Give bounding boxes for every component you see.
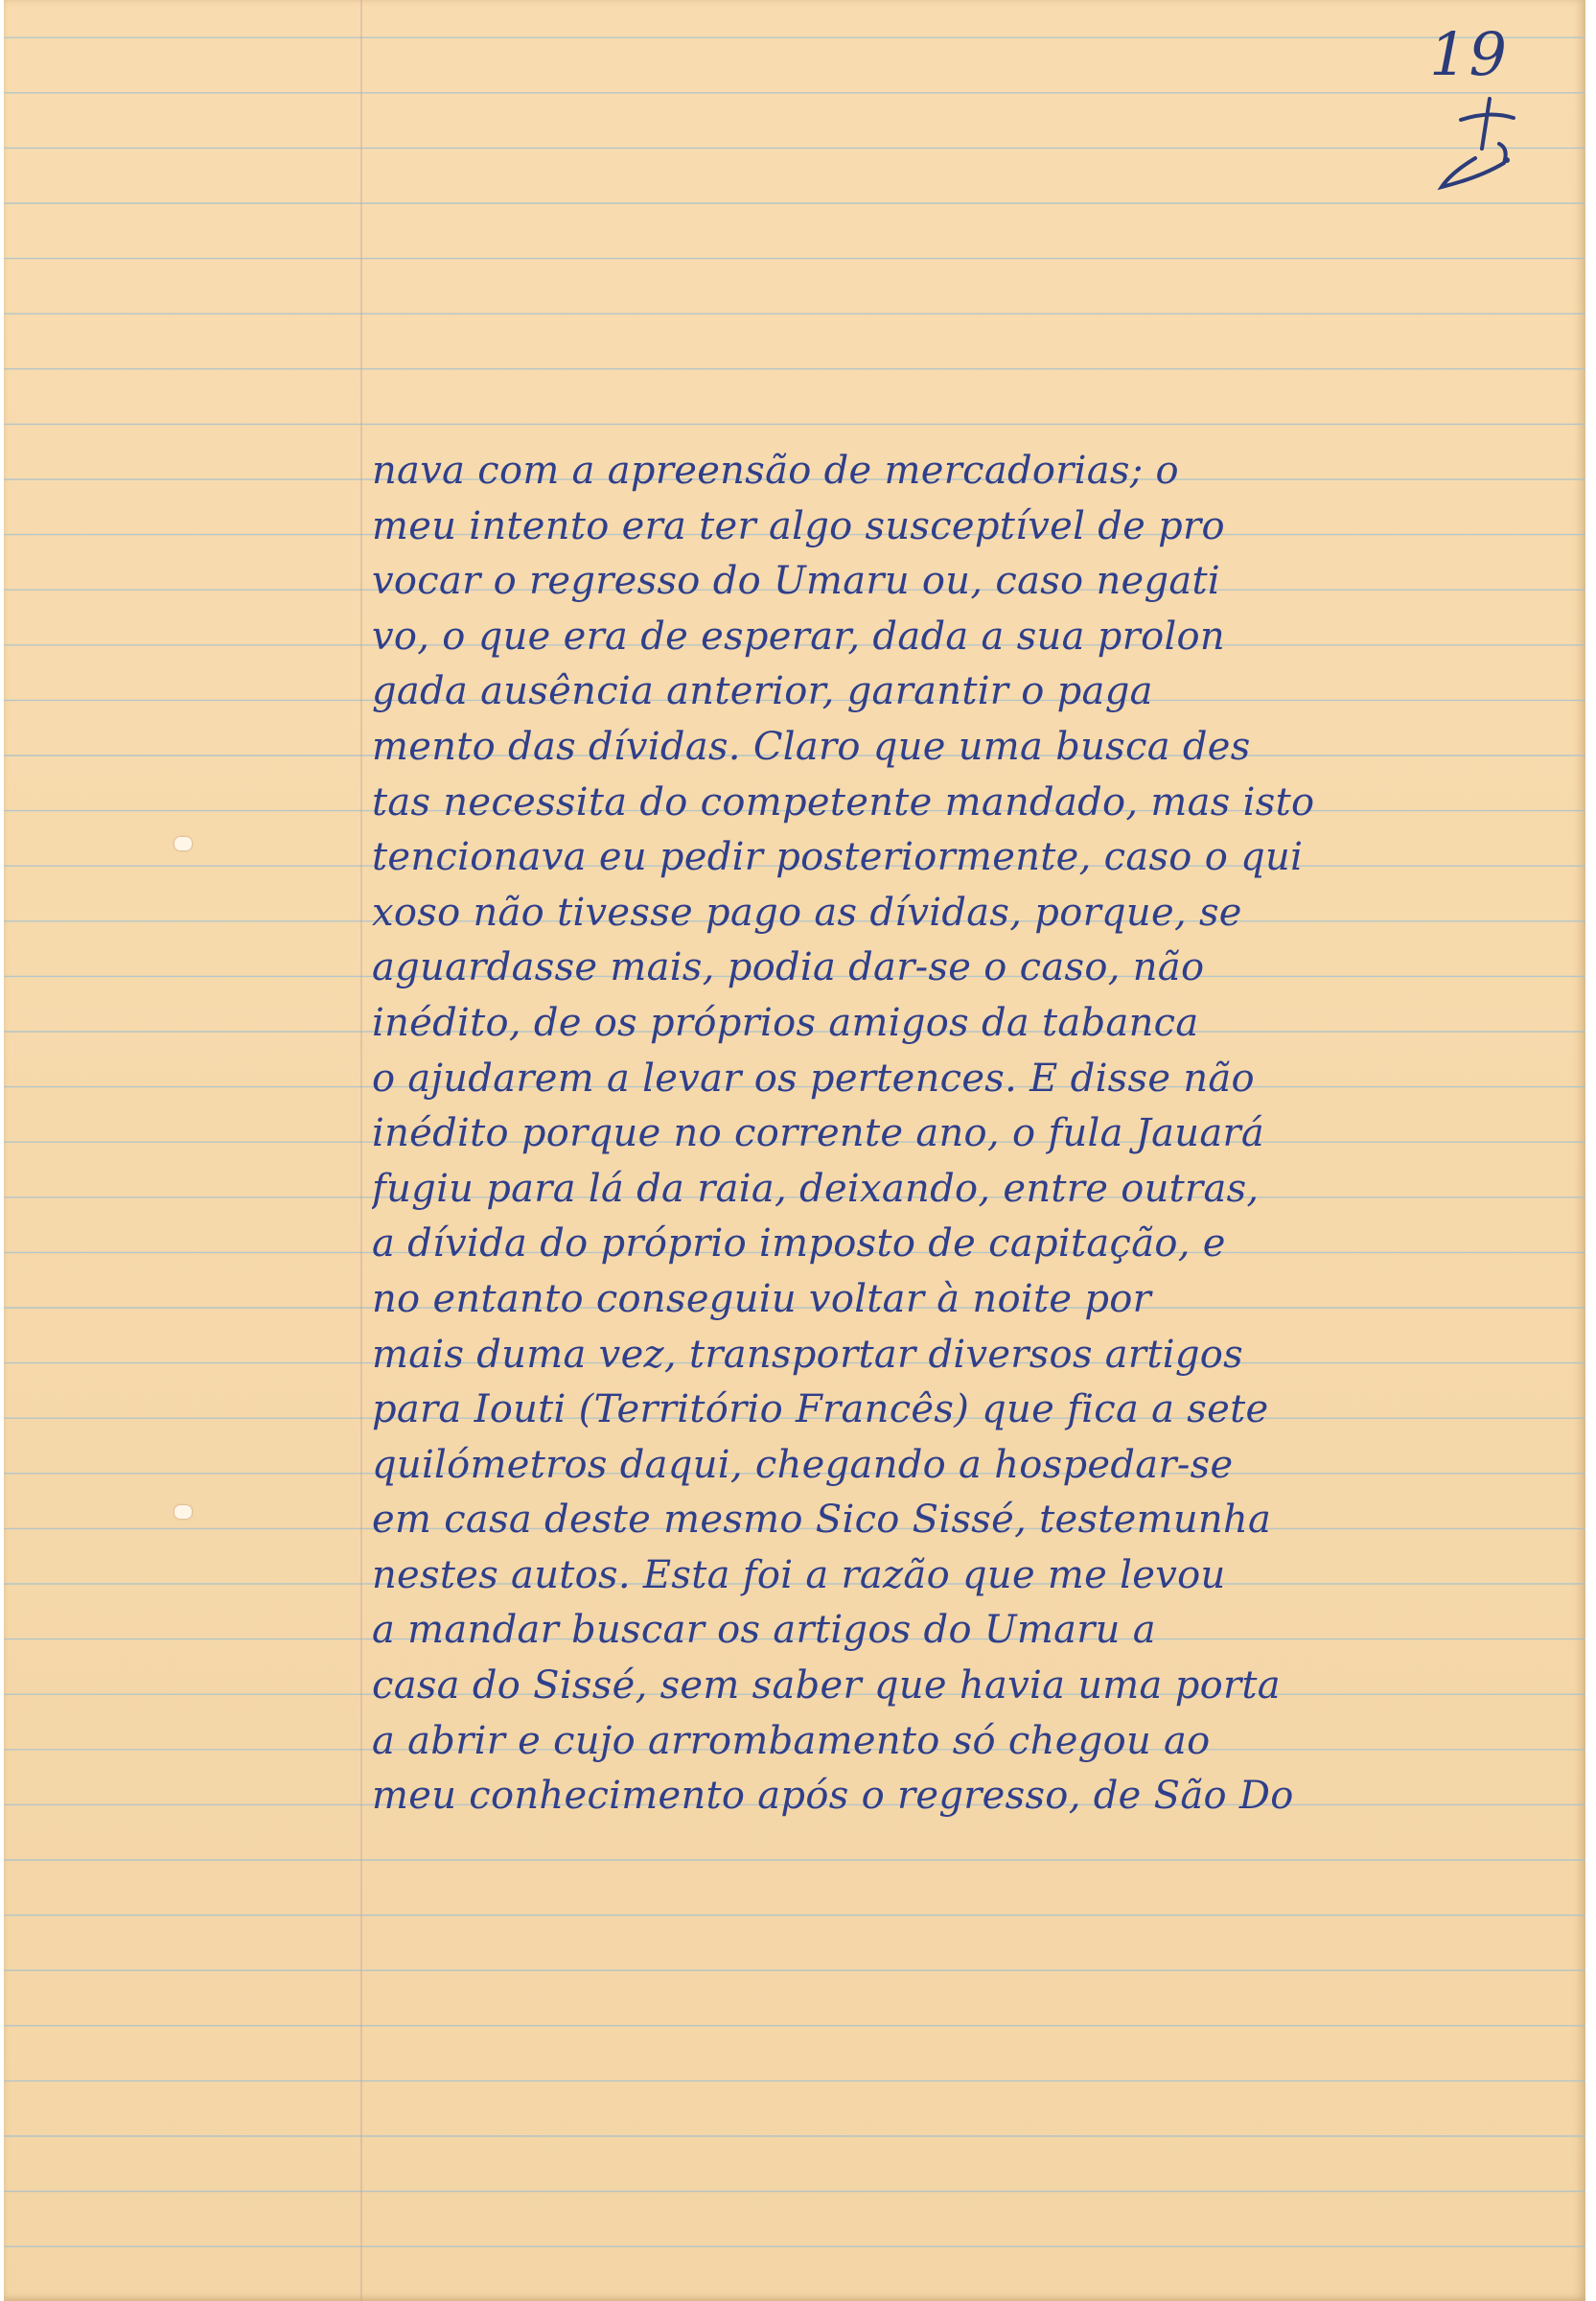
paper-sheet <box>4 0 1585 2301</box>
handwritten-line: inédito porque no corrente ano, o fula Jauará <box>372 1111 1265 1156</box>
margin-line <box>360 0 362 2301</box>
handwritten-line: quilómetros daqui, chegando a hospedar-se <box>372 1442 1234 1487</box>
handwritten-line: aguardasse mais, podia dar-se o caso, não <box>372 945 1205 990</box>
handwritten-line: nestes autos. Esta foi a razão que me levou <box>372 1552 1226 1597</box>
handwritten-line: em casa deste mesmo Sico Sissé, testemunha <box>372 1498 1272 1543</box>
handwritten-line: a mandar buscar os artigos do Umaru a <box>372 1608 1156 1653</box>
handwritten-line: no entanto conseguiu voltar à noite por <box>372 1276 1152 1321</box>
handwritten-line: tencionava eu pedir posteriormente, caso o qui <box>372 835 1304 880</box>
handwritten-line: a dívida do próprio imposto de capitação, e <box>372 1221 1226 1267</box>
initials-signature-icon <box>1423 91 1528 197</box>
handwritten-line: inédito, de os próprios amigos da tabanca <box>372 1000 1199 1045</box>
handwritten-line: meu intento era ter algo susceptível de pro <box>372 503 1225 548</box>
handwritten-line: mento das dívidas. Claro que uma busca des <box>372 724 1251 769</box>
handwritten-line: vo, o que era de esperar, dada a sua prolon <box>372 614 1225 659</box>
handwritten-line: o ajudarem a levar os pertences. E disse não <box>372 1056 1255 1101</box>
handwritten-line: nava com a apreensão de mercadorias; o <box>372 449 1179 493</box>
handwritten-line: tas necessita do competente mandado, mas isto <box>372 779 1315 825</box>
handwritten-line: xoso não tivesse pago as dívidas, porque, se <box>372 890 1242 935</box>
handwritten-line: meu conhecimento após o regresso, de São Do <box>372 1774 1294 1819</box>
handwritten-line: a abrir e cujo arrombamento só chegou ao <box>372 1718 1211 1763</box>
handwritten-line: gada ausência anterior, garantir o paga <box>372 669 1153 714</box>
punch-hole-top <box>174 837 192 850</box>
punch-hole-bottom <box>174 1505 192 1519</box>
handwritten-line: fugiu para lá da raia, deixando, entre outras, <box>372 1166 1260 1211</box>
handwritten-text-block <box>372 444 1465 1825</box>
handwritten-line: mais duma vez, transportar diversos artigos <box>372 1332 1243 1377</box>
handwritten-line: casa do Sissé, sem saber que havia uma porta <box>372 1663 1281 1708</box>
handwritten-line: para Iouti (Território Francês) que fica a sete <box>372 1387 1269 1432</box>
handwritten-line: vocar o regresso do Umaru ou, caso negati <box>372 559 1220 604</box>
page-number: 19 <box>1429 19 1509 89</box>
